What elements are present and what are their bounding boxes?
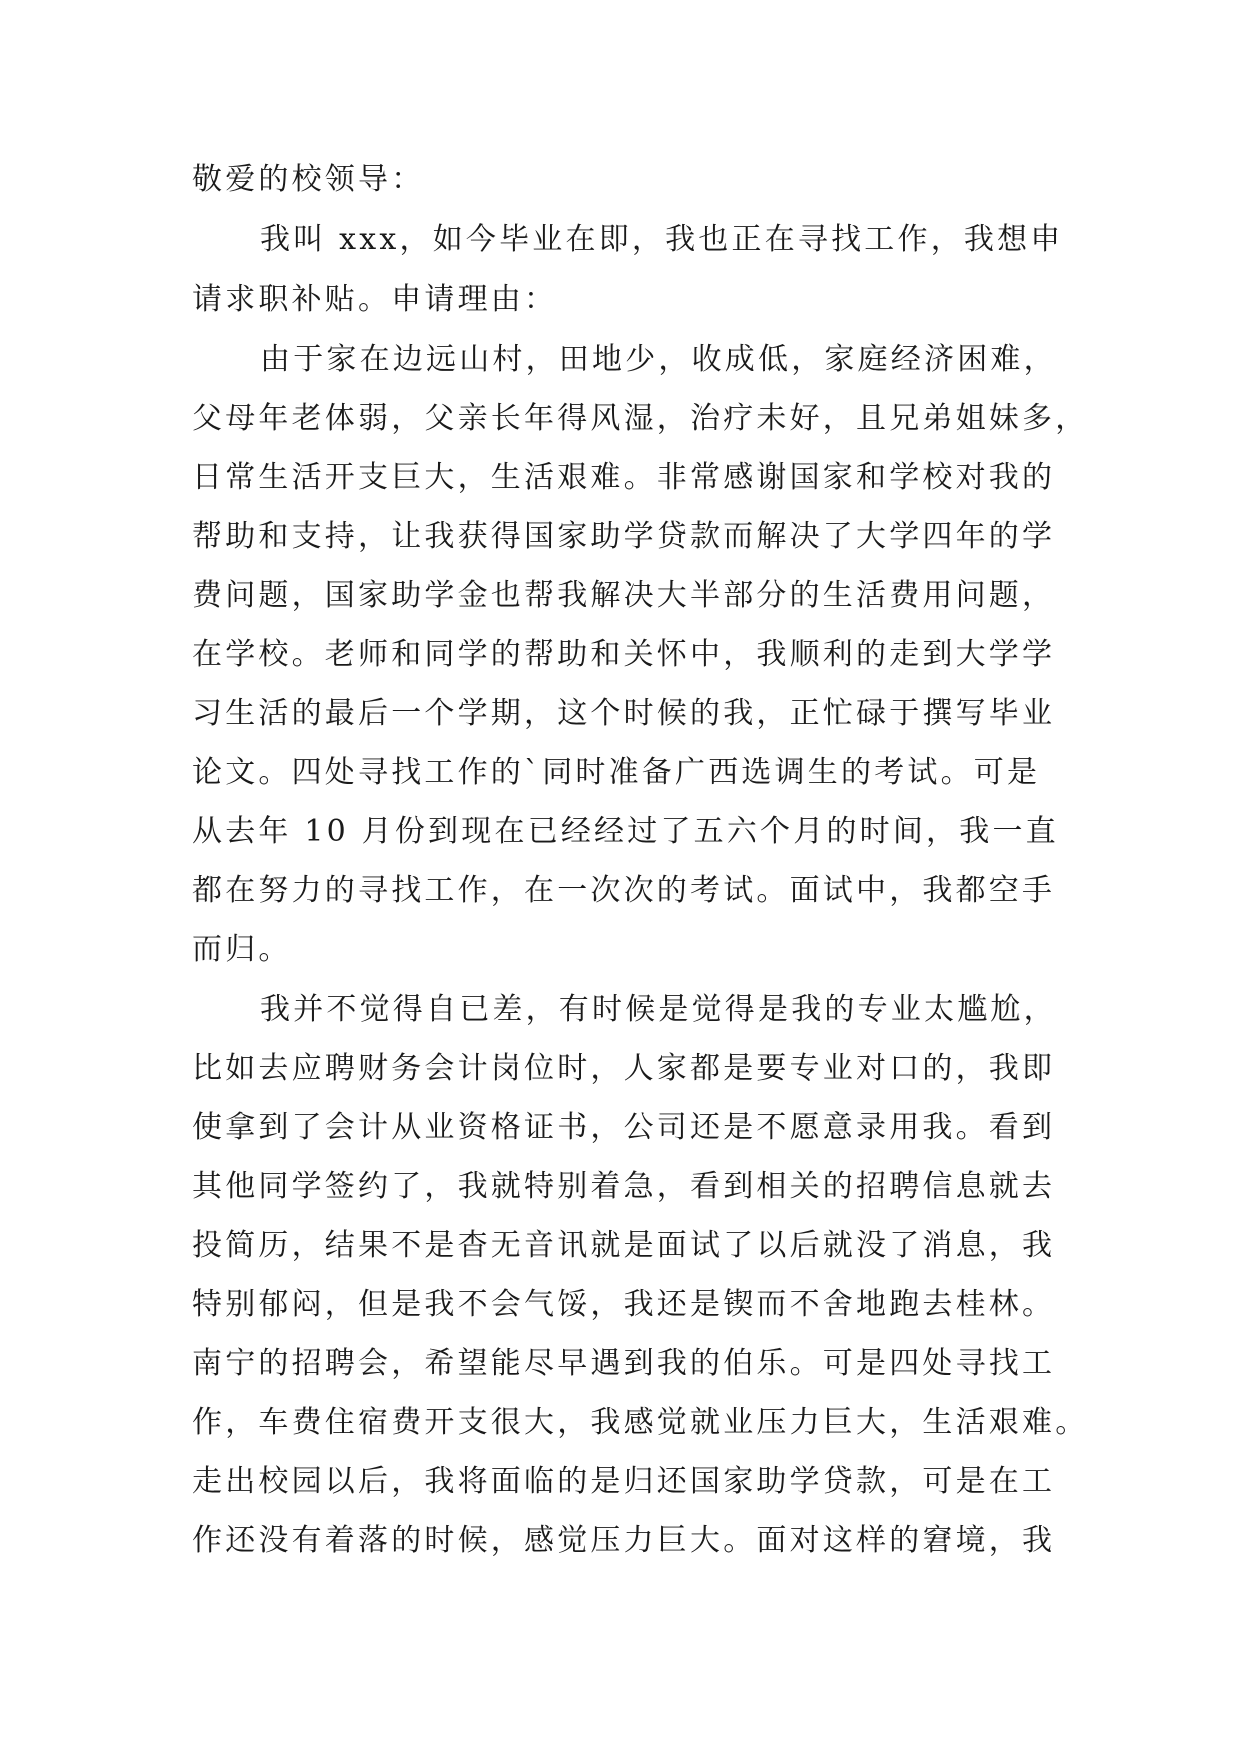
text-line: 从去年 10 月份到现在已经经过了五六个月的时间，我一直 <box>192 814 1059 849</box>
letter-body <box>192 160 1089 1560</box>
text-line: 作，车费住宿费开支很大，我感觉就业压力巨大，生活艰难。 <box>192 1405 1089 1440</box>
salutation: 敬爱的校领导： <box>192 162 425 197</box>
paragraph-1 <box>192 220 1062 319</box>
text-line: 父母年老体弱，父亲长年得风湿，治疗未好，且兄弟姐妹多， <box>192 401 1089 436</box>
text-line: 费问题，国家助学金也帮我解决大半部分的生活费用问题， <box>192 578 1056 613</box>
text-line: 在学校。老师和同学的帮助和关怀中，我顺利的走到大学学 <box>192 637 1056 672</box>
text-line: 而归。 <box>192 932 292 967</box>
text-line: 习生活的最后一个学期，这个时候的我，正忙碌于撰写毕业 <box>192 696 1056 731</box>
text-line: 论文。四处寻找工作的`同时准备广西选调生的考试。可是 <box>192 755 1041 790</box>
text-line: 其他同学签约了，我就特别着急，看到相关的招聘信息就去 <box>192 1169 1056 1204</box>
text-line: 帮助和支持，让我获得国家助学贷款而解决了大学四年的学 <box>192 519 1056 554</box>
text-line: 使拿到了会计从业资格证书，公司还是不愿意录用我。看到 <box>192 1110 1056 1145</box>
text-line: 由于家在边远山村，田地少，收成低，家庭经济困难， <box>260 342 1057 377</box>
text-line: 投简历，结果不是杳无音讯就是面试了以后就没了消息，我 <box>192 1228 1056 1263</box>
paragraph-3 <box>192 990 1089 1560</box>
text-line: 我叫 xxx，如今毕业在即，我也正在寻找工作，我想申 <box>260 222 1064 257</box>
text-line: 我并不觉得自已差，有时候是觉得是我的专业太尴尬， <box>260 992 1057 1027</box>
text-line: 作还没有着落的时候，感觉压力巨大。面对这样的窘境，我 <box>192 1523 1056 1558</box>
text-line: 比如去应聘财务会计岗位时，人家都是要专业对口的，我即 <box>192 1051 1056 1086</box>
paragraph-2 <box>192 340 1089 969</box>
text-line: 南宁的招聘会，希望能尽早遇到我的伯乐。可是四处寻找工 <box>192 1346 1056 1381</box>
text-line: 都在努力的寻找工作，在一次次的考试。面试中，我都空手 <box>192 873 1056 908</box>
text-line: 特别郁闷，但是我不会气馁，我还是锲而不舍地跑去桂林。 <box>192 1287 1056 1322</box>
text-line: 走出校园以后，我将面临的是归还国家助学贷款，可是在工 <box>192 1464 1056 1499</box>
text-line: 请求职补贴。申请理由： <box>192 282 558 317</box>
text-line: 日常生活开支巨大，生活艰难。非常感谢国家和学校对我的 <box>192 460 1056 495</box>
